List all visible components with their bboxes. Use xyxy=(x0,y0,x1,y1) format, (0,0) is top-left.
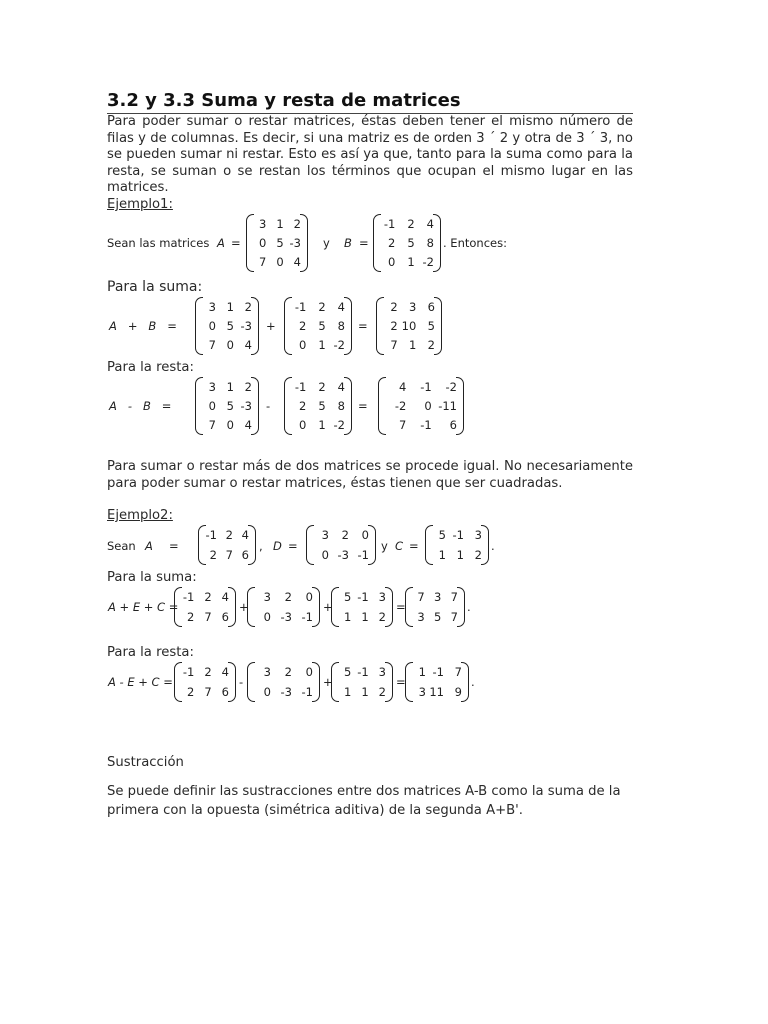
sustraccion-paragraph: Se puede definir las sustracciones entre dos matrices A-B como la suma de la primera con la opuesta (simétrica aditiva) de la segunda A+B'. xyxy=(107,784,621,818)
matrix-cell: 7 xyxy=(450,590,458,604)
right-bracket xyxy=(344,297,352,355)
matrix-cell: 0 xyxy=(276,255,284,270)
matrix-difference-result xyxy=(405,662,469,702)
sean-text: Sean xyxy=(107,539,136,553)
matrix-b-label: B xyxy=(344,236,352,250)
matrix-cell: 2 xyxy=(293,216,301,231)
sean-las-matrices-text: Sean las matrices xyxy=(107,236,210,250)
matrix-cell: 2 xyxy=(378,610,386,624)
matrix-cell: 3 xyxy=(417,610,425,624)
matrix-cell: 7 xyxy=(208,338,216,353)
matrix-cell: -3 xyxy=(240,319,252,333)
right-bracket xyxy=(300,214,308,272)
matrix-cell: -1 xyxy=(357,665,369,679)
matrix-sum-result xyxy=(376,297,442,355)
matrix-cell: 4 xyxy=(426,216,434,231)
matrix-cell: 1 xyxy=(361,610,369,624)
suma-label-2: Para la suma: xyxy=(107,570,197,585)
matrix-cell: 3 xyxy=(474,528,482,542)
matrix-cell: 3 xyxy=(418,685,426,699)
matrix-cell: 0 xyxy=(361,528,369,542)
right-bracket xyxy=(312,587,320,627)
matrix-c xyxy=(425,525,489,565)
matrix-d-label: D xyxy=(273,539,282,553)
plus-sign: + xyxy=(323,600,333,614)
matrix-cell: 1 xyxy=(276,216,284,231)
matrix-cell: 10 xyxy=(401,319,417,333)
matrix-cell: 1 xyxy=(408,338,417,353)
matrix-cell: -3 xyxy=(289,236,301,250)
matrix-difference-result xyxy=(378,377,464,435)
matrix-cell: 2 xyxy=(299,319,307,333)
matrix-cell: 2 xyxy=(318,379,326,394)
matrix-cell: 3 xyxy=(263,665,271,679)
matrix-cell: -3 xyxy=(337,548,349,562)
matrix-c xyxy=(331,587,393,627)
matrix-cell: 1 xyxy=(361,685,369,699)
matrix-cell: 5 xyxy=(407,236,415,250)
matrix-cell: -1 xyxy=(420,418,432,433)
matrix-cell: 4 xyxy=(293,255,301,270)
resta-label-2: Para la resta: xyxy=(107,645,194,660)
matrix-cell: -2 xyxy=(333,418,345,433)
suma-expression: A + E + C = xyxy=(108,600,179,614)
ejemplo2-suma xyxy=(107,587,477,629)
matrix-c-label: C xyxy=(395,539,404,553)
matrix-cell: 4 xyxy=(337,379,345,394)
right-bracket xyxy=(461,662,469,702)
matrix-cell: 1 xyxy=(456,548,464,562)
right-bracket xyxy=(434,297,442,355)
equals-sign: = xyxy=(358,319,368,333)
matrix-cell: 7 xyxy=(225,548,233,562)
equals-sign: = xyxy=(396,600,406,614)
matrix-b xyxy=(373,214,441,272)
matrix-cell: 8 xyxy=(337,319,345,333)
matrix-cell: -1 xyxy=(294,379,307,394)
intro-paragraph: Para poder sumar o restar matrices, éstas deben tener el mismo número de filas y de columnas. Es decir, si una matriz es de orden 3 ´ 2 y otra de 3 ´ 3, no se pueden sumar ni restar. Esto es así ya que, tanto para la suma como para la resta, se suman o se restan los términos que ocupan el mismo lugar en las matrices. xyxy=(107,114,633,195)
matrix-cell: 4 xyxy=(221,590,229,604)
matrix-cell: -1 xyxy=(357,590,369,604)
matrix-a-label: A xyxy=(145,539,153,553)
matrix-cell: 1 xyxy=(318,338,326,353)
right-bracket xyxy=(228,662,236,702)
matrix-cell: 3 xyxy=(259,216,267,231)
matrix-cell: 4 xyxy=(337,299,345,314)
period: . xyxy=(491,539,495,553)
right-bracket xyxy=(385,662,393,702)
matrix-cell: 1 xyxy=(226,379,234,394)
plus-sign: + xyxy=(323,675,333,689)
equals-sign: = xyxy=(359,236,369,250)
matrix-cell: 7 xyxy=(454,665,462,679)
matrix-cell: 7 xyxy=(390,338,398,353)
matrix-cell: 11 xyxy=(429,685,444,699)
matrix-cell: 3 xyxy=(321,528,329,542)
matrix-cell: 0 xyxy=(424,399,432,413)
matrix-cell: 2 xyxy=(284,665,292,679)
page-title: 3.2 y 3.3 Suma y resta de matrices xyxy=(107,90,461,111)
matrix-cell: 2 xyxy=(284,590,292,604)
equals-sign: = xyxy=(169,539,179,553)
right-bracket xyxy=(385,587,393,627)
matrix-cell: 3 xyxy=(208,379,216,394)
matrix-cell: 7 xyxy=(259,255,267,270)
matrix-cell: 6 xyxy=(427,299,435,314)
matrix-cell: 1 xyxy=(407,255,415,270)
matrix-cell: 4 xyxy=(221,665,229,679)
comma: , xyxy=(259,539,263,553)
entonces-text: . Entonces: xyxy=(443,236,507,250)
matrix-cell: 2 xyxy=(204,665,212,679)
matrix-cell: 3 xyxy=(208,299,216,314)
matrix-cell: 2 xyxy=(407,216,415,231)
matrix-cell: 2 xyxy=(474,548,482,562)
resta-label-1: Para la resta: xyxy=(107,360,194,375)
equals-sign: = xyxy=(288,539,298,553)
matrix-cell: 0 xyxy=(208,399,216,413)
matrix-cell: 0 xyxy=(263,685,271,699)
matrix-cell: -2 xyxy=(422,255,434,270)
matrix-cell: 5 xyxy=(318,319,326,333)
matrix-cell: -1 xyxy=(452,528,464,542)
matrix-cell: 6 xyxy=(241,548,249,562)
matrix-cell: 8 xyxy=(426,236,434,250)
matrix-cell: -1 xyxy=(301,610,313,624)
ejemplo2-definition xyxy=(107,525,507,567)
matrix-cell: 7 xyxy=(204,685,212,699)
matrix-a xyxy=(174,662,236,702)
matrix-cell: 5 xyxy=(226,319,234,333)
ejemplo1-definition xyxy=(107,214,527,274)
matrix-cell: 1 xyxy=(344,685,352,699)
matrix-cell: 5 xyxy=(433,610,442,624)
matrix-cell: -1 xyxy=(205,528,217,542)
ejemplo2-resta xyxy=(107,662,477,704)
matrix-cell: 5 xyxy=(344,590,352,604)
matrix-cell: -2 xyxy=(394,399,407,413)
matrix-a-label: A xyxy=(217,236,225,250)
matrix-cell: 4 xyxy=(244,338,252,353)
equals-sign: = xyxy=(358,399,368,413)
plus-sign: + xyxy=(266,319,276,333)
ejemplo1-heading: Ejemplo1: xyxy=(107,197,173,212)
matrix-cell: 5 xyxy=(438,528,446,542)
matrix-cell: 9 xyxy=(454,685,462,699)
matrix-cell: 2 xyxy=(299,399,307,413)
ejemplo1-suma xyxy=(107,297,467,357)
right-bracket xyxy=(312,662,320,702)
matrix-a xyxy=(195,377,259,435)
matrix-cell: 3 xyxy=(433,590,442,604)
matrix-cell: 4 xyxy=(241,528,249,542)
ejemplo2-heading: Ejemplo2: xyxy=(107,508,173,523)
matrix-cell: -1 xyxy=(420,379,432,394)
matrix-cell: 5 xyxy=(427,319,435,333)
matrix-cell: 1 xyxy=(344,610,352,624)
right-bracket xyxy=(457,587,465,627)
matrix-a xyxy=(195,297,259,355)
matrix-cell: 7 xyxy=(417,590,425,604)
right-bracket xyxy=(344,377,352,435)
matrix-cell: 2 xyxy=(225,528,233,542)
equals-sign: = xyxy=(396,675,406,689)
matrix-cell: -1 xyxy=(301,685,313,699)
matrix-cell: 3 xyxy=(263,590,271,604)
matrix-cell: 7 xyxy=(204,610,212,624)
matrix-cell: 1 xyxy=(318,418,326,433)
matrix-cell: -3 xyxy=(280,685,292,699)
matrix-cell: -3 xyxy=(280,610,292,624)
matrix-cell: -1 xyxy=(383,216,396,231)
right-bracket xyxy=(251,297,259,355)
matrix-cell: 7 xyxy=(399,418,407,433)
matrix-a xyxy=(198,525,256,565)
matrix-cell: 2 xyxy=(341,528,349,542)
matrix-cell: -1 xyxy=(432,665,444,679)
matrix-cell: 6 xyxy=(221,685,229,699)
matrix-cell: 5 xyxy=(318,399,326,413)
matrix-cell: 2 xyxy=(318,299,326,314)
matrix-cell: 0 xyxy=(321,548,329,562)
matrix-d xyxy=(247,587,320,627)
matrix-cell: 0 xyxy=(226,338,234,353)
matrix-cell: -2 xyxy=(445,379,457,394)
suma-label-1: Para la suma: xyxy=(107,279,203,295)
matrix-cell: 2 xyxy=(378,685,386,699)
matrix-cell: 2 xyxy=(244,299,252,314)
matrix-cell: 2 xyxy=(388,236,396,250)
matrix-cell: -3 xyxy=(240,399,252,413)
right-bracket xyxy=(433,214,441,272)
plus-sign: + xyxy=(239,600,249,614)
matrix-d xyxy=(247,662,320,702)
matrix-b xyxy=(284,377,352,435)
matrix-cell: 0 xyxy=(305,590,313,604)
matrix-cell: 5 xyxy=(226,399,234,413)
matrix-cell: 0 xyxy=(226,418,234,433)
matrix-cell: 1 xyxy=(226,299,234,314)
equals-sign: = xyxy=(231,236,241,250)
matrix-cell: 2 xyxy=(187,610,195,624)
matrix-cell: 3 xyxy=(378,590,386,604)
resta-expression: A - E + C = xyxy=(108,675,173,689)
matrix-cell: -1 xyxy=(357,548,369,562)
matrix-cell: 2 xyxy=(187,685,195,699)
right-bracket xyxy=(228,587,236,627)
y-text: y xyxy=(381,539,388,553)
matrix-cell: 4 xyxy=(244,418,252,433)
matrix-cell: -1 xyxy=(182,590,195,604)
matrix-cell: 0 xyxy=(388,255,396,270)
matrix-cell: 0 xyxy=(263,610,271,624)
matrix-cell: 0 xyxy=(299,418,307,433)
right-bracket xyxy=(251,377,259,435)
matrix-cell: 2 xyxy=(390,319,398,333)
matrix-d xyxy=(306,525,376,565)
minus-sign: - xyxy=(239,675,244,689)
equals-sign: = xyxy=(409,539,419,553)
matrix-b xyxy=(284,297,352,355)
matrix-cell: 6 xyxy=(449,418,457,433)
period: . xyxy=(467,600,471,614)
matrix-cell: 3 xyxy=(408,299,417,314)
y-text: y xyxy=(323,236,330,250)
matrix-cell: 7 xyxy=(450,610,458,624)
matrix-cell: 3 xyxy=(378,665,386,679)
matrix-cell: 0 xyxy=(305,665,313,679)
matrix-cell: -11 xyxy=(438,399,457,413)
matrix-cell: 2 xyxy=(427,338,435,353)
matrix-cell: 0 xyxy=(259,236,267,250)
minus-sign: - xyxy=(266,399,271,413)
right-bracket xyxy=(368,525,376,565)
matrix-cell: 4 xyxy=(399,379,407,394)
matrix-cell: 5 xyxy=(276,236,284,250)
right-bracket xyxy=(481,525,489,565)
matrix-cell: 2 xyxy=(390,299,398,314)
matrix-cell: 1 xyxy=(418,665,426,679)
matrix-cell: -1 xyxy=(182,665,195,679)
matrix-cell: 1 xyxy=(438,548,446,562)
sustraccion-heading: Sustracción xyxy=(107,755,184,770)
right-bracket xyxy=(248,525,256,565)
matrix-a xyxy=(174,587,236,627)
matrix-c xyxy=(331,662,393,702)
matrix-cell: 2 xyxy=(204,590,212,604)
matrix-cell: 5 xyxy=(344,665,352,679)
matrix-cell: 2 xyxy=(209,548,217,562)
matrix-sum-result xyxy=(405,587,465,627)
matrix-a xyxy=(246,214,308,272)
matrix-cell: 7 xyxy=(208,418,216,433)
period: . xyxy=(471,675,475,689)
right-bracket xyxy=(456,377,464,435)
matrix-cell: 2 xyxy=(244,379,252,394)
matrix-cell: -2 xyxy=(333,338,345,353)
middle-paragraph: Para sumar o restar más de dos matrices se procede igual. No necesariamente para poder sumar o restar matrices, éstas tienen que ser cuadradas. xyxy=(107,459,633,491)
matrix-cell: 0 xyxy=(299,338,307,353)
matrix-cell: 6 xyxy=(221,610,229,624)
matrix-cell: 8 xyxy=(337,399,345,413)
resta-expression: A - B = xyxy=(109,399,172,413)
ejemplo1-resta xyxy=(107,377,467,437)
matrix-cell: -1 xyxy=(294,299,307,314)
suma-expression: A + B = xyxy=(109,319,177,333)
matrix-cell: 0 xyxy=(208,319,216,333)
